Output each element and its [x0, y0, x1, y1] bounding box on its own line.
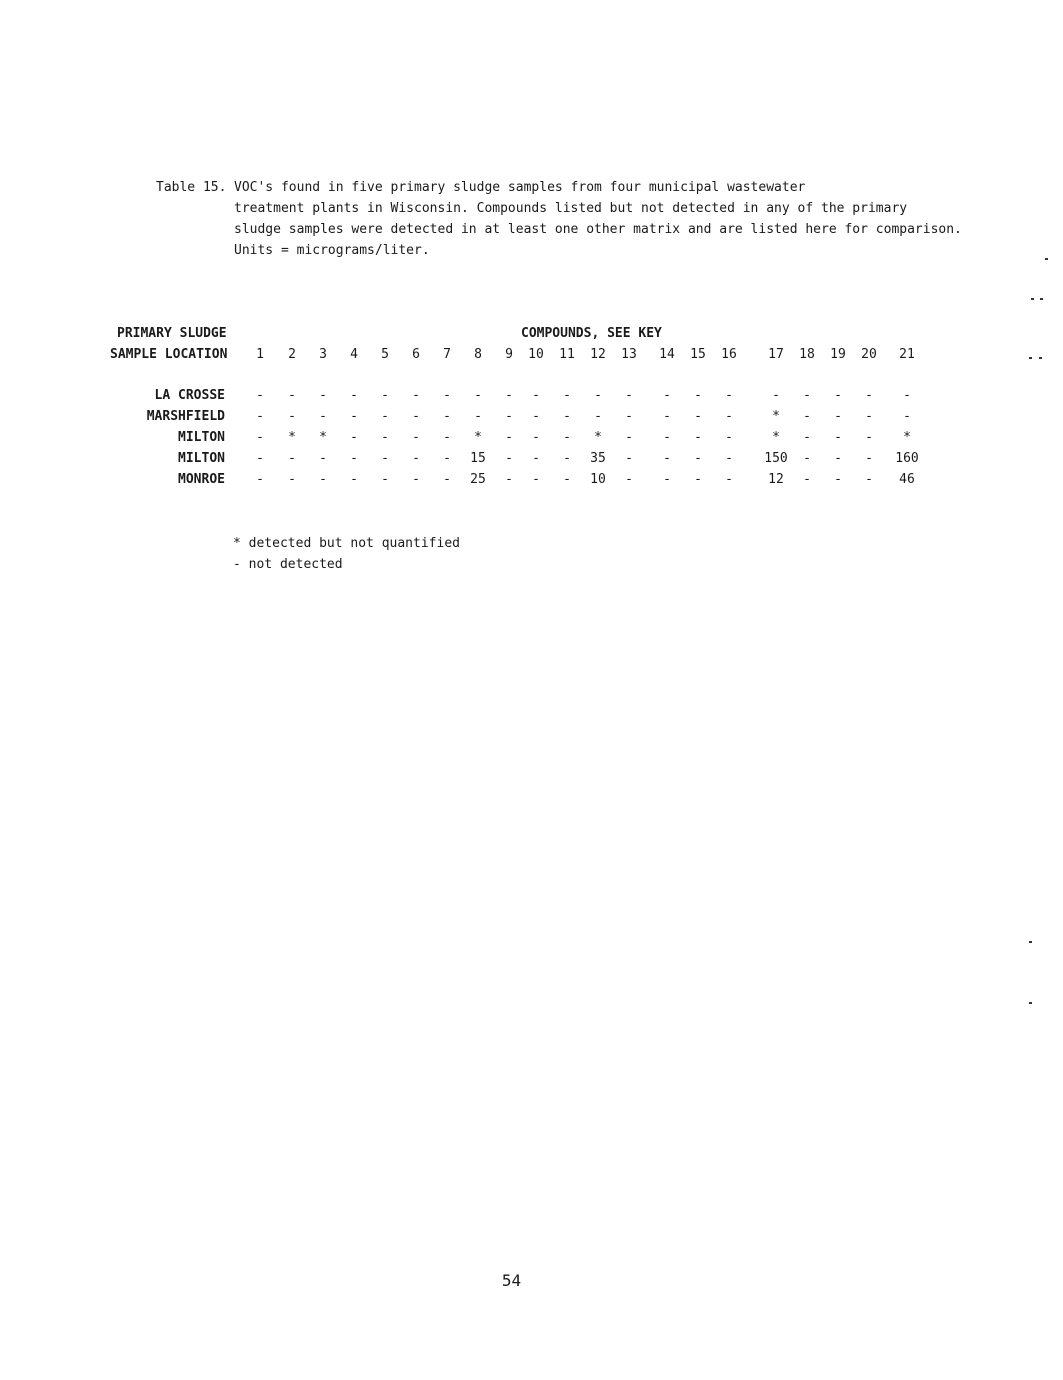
- table-cell: -: [412, 388, 420, 403]
- table-cell: -: [725, 430, 733, 445]
- table-cell: *: [288, 430, 296, 445]
- table-cell: *: [594, 430, 602, 445]
- row-location: MILTON: [178, 451, 225, 466]
- column-header: 19: [830, 347, 846, 362]
- table-cell: -: [834, 472, 842, 487]
- table-cell: -: [803, 472, 811, 487]
- table-cell: -: [532, 451, 540, 466]
- table-cell: -: [288, 409, 296, 424]
- table-cell: -: [772, 388, 780, 403]
- column-header: 14: [659, 347, 675, 362]
- table-cell: -: [625, 409, 633, 424]
- table-cell: -: [350, 409, 358, 424]
- table-cell: -: [350, 472, 358, 487]
- table-cell: -: [725, 388, 733, 403]
- table-cell: -: [288, 472, 296, 487]
- table-cell: 150: [764, 451, 788, 466]
- caption-line: VOC's found in five primary sludge samples from four municipal wastewater: [234, 180, 806, 195]
- table-cell: -: [663, 451, 671, 466]
- table-cell: -: [834, 430, 842, 445]
- table-cell: *: [772, 430, 780, 445]
- scan-speck: [1039, 357, 1042, 359]
- column-header: 16: [721, 347, 737, 362]
- caption-line: sludge samples were detected in at least one other matrix and are listed here for comparison.: [234, 222, 962, 237]
- column-header: 13: [621, 347, 637, 362]
- table-cell: -: [412, 451, 420, 466]
- table-cell: -: [474, 388, 482, 403]
- scan-speck: [1031, 298, 1034, 300]
- table-cell: -: [625, 430, 633, 445]
- column-header: 1: [256, 347, 264, 362]
- column-header: 18: [799, 347, 815, 362]
- table-cell: -: [256, 472, 264, 487]
- table-cell: *: [319, 430, 327, 445]
- table-cell: -: [443, 388, 451, 403]
- table-cell: -: [663, 388, 671, 403]
- table-cell: -: [725, 451, 733, 466]
- column-header: 15: [690, 347, 706, 362]
- caption-line: treatment plants in Wisconsin. Compounds listed but not detected in any of the primary: [234, 201, 908, 216]
- scan-speck: [1045, 258, 1048, 260]
- row-location: MILTON: [178, 430, 225, 445]
- table-cell: -: [474, 409, 482, 424]
- column-header: 11: [559, 347, 575, 362]
- table-cell: -: [505, 451, 513, 466]
- table-cell: 25: [470, 472, 486, 487]
- column-header: 4: [350, 347, 358, 362]
- page-number: 54: [501, 1271, 522, 1290]
- table-cell: -: [694, 430, 702, 445]
- table-cell: -: [532, 388, 540, 403]
- table-cell: *: [772, 409, 780, 424]
- table-cell: -: [256, 409, 264, 424]
- table-cell: -: [803, 409, 811, 424]
- table-cell: -: [381, 451, 389, 466]
- table-cell: -: [865, 409, 873, 424]
- scan-speck: [1040, 298, 1043, 300]
- column-header: 3: [319, 347, 327, 362]
- caption-line: Units = micrograms/liter.: [234, 243, 430, 258]
- table-cell: -: [443, 409, 451, 424]
- table-cell: -: [834, 451, 842, 466]
- column-header: 17: [768, 347, 784, 362]
- key-detected-not-quantified: * detected but not quantified: [233, 536, 460, 551]
- scan-speck: [1029, 1002, 1032, 1004]
- table-cell: -: [350, 430, 358, 445]
- table-cell: -: [803, 451, 811, 466]
- table-cell: -: [694, 409, 702, 424]
- table-cell: -: [505, 409, 513, 424]
- table-cell: 46: [899, 472, 915, 487]
- table-cell: -: [288, 388, 296, 403]
- compounds-group-header: COMPOUNDS, SEE KEY: [521, 326, 662, 341]
- table-cell: -: [563, 409, 571, 424]
- scan-speck: [1029, 941, 1032, 943]
- table-cell: -: [594, 388, 602, 403]
- key-not-detected: - not detected: [233, 557, 343, 572]
- table-cell: -: [288, 451, 296, 466]
- column-header: 12: [590, 347, 606, 362]
- table-cell: -: [381, 388, 389, 403]
- column-header: 5: [381, 347, 389, 362]
- table-cell: -: [865, 388, 873, 403]
- table-cell: -: [319, 388, 327, 403]
- table-cell: -: [663, 430, 671, 445]
- table-cell: -: [625, 472, 633, 487]
- table-cell: 10: [590, 472, 606, 487]
- scan-speck: [1029, 357, 1032, 359]
- column-header: 9: [505, 347, 513, 362]
- table-cell: 15: [470, 451, 486, 466]
- row-location: MONROE: [178, 472, 225, 487]
- table-cell: -: [505, 472, 513, 487]
- table-cell: -: [381, 472, 389, 487]
- table-cell: -: [694, 451, 702, 466]
- table-cell: -: [256, 430, 264, 445]
- table-cell: -: [865, 430, 873, 445]
- row-location: MARSHFIELD: [146, 409, 225, 424]
- row-header-line1: PRIMARY SLUDGE: [117, 326, 227, 341]
- table-cell: -: [803, 388, 811, 403]
- table-cell: -: [319, 409, 327, 424]
- table-cell: 35: [590, 451, 606, 466]
- table-cell: *: [903, 430, 911, 445]
- column-header: 7: [443, 347, 451, 362]
- row-location: LA CROSSE: [154, 388, 225, 403]
- table-cell: -: [834, 409, 842, 424]
- table-cell: -: [350, 388, 358, 403]
- table-cell: -: [532, 409, 540, 424]
- table-cell: -: [505, 388, 513, 403]
- table-cell: -: [725, 472, 733, 487]
- table-cell: -: [865, 472, 873, 487]
- table-cell: -: [663, 409, 671, 424]
- table-cell: *: [474, 430, 482, 445]
- table-cell: -: [505, 430, 513, 445]
- table-cell: -: [381, 430, 389, 445]
- table-cell: -: [443, 451, 451, 466]
- table-cell: -: [412, 430, 420, 445]
- table-cell: 12: [768, 472, 784, 487]
- table-cell: -: [256, 388, 264, 403]
- table-cell: -: [594, 409, 602, 424]
- table-cell: -: [532, 472, 540, 487]
- column-header: 6: [412, 347, 420, 362]
- table-cell: -: [803, 430, 811, 445]
- column-header: 10: [528, 347, 544, 362]
- table-cell: -: [319, 472, 327, 487]
- table-cell: -: [563, 472, 571, 487]
- table-cell: -: [443, 472, 451, 487]
- table-cell: -: [725, 409, 733, 424]
- column-header: 20: [861, 347, 877, 362]
- table-cell: -: [443, 430, 451, 445]
- table-cell: 160: [895, 451, 919, 466]
- table-cell: -: [625, 451, 633, 466]
- table-cell: -: [625, 388, 633, 403]
- table-cell: -: [694, 388, 702, 403]
- table-cell: -: [350, 451, 358, 466]
- table-cell: -: [563, 430, 571, 445]
- table-cell: -: [834, 388, 842, 403]
- table-cell: -: [663, 472, 671, 487]
- table-cell: -: [563, 388, 571, 403]
- table-cell: -: [903, 388, 911, 403]
- column-header: 2: [288, 347, 296, 362]
- table-cell: -: [412, 472, 420, 487]
- column-header: 8: [474, 347, 482, 362]
- table-cell: -: [319, 451, 327, 466]
- table-cell: -: [694, 472, 702, 487]
- column-header: 21: [899, 347, 915, 362]
- table-cell: -: [865, 451, 873, 466]
- table-cell: -: [532, 430, 540, 445]
- row-header-line2: SAMPLE LOCATION: [110, 347, 228, 362]
- table-cell: -: [903, 409, 911, 424]
- table-cell: -: [563, 451, 571, 466]
- table-cell: -: [381, 409, 389, 424]
- caption-label: Table 15.: [156, 180, 227, 195]
- table-cell: -: [412, 409, 420, 424]
- table-cell: -: [256, 451, 264, 466]
